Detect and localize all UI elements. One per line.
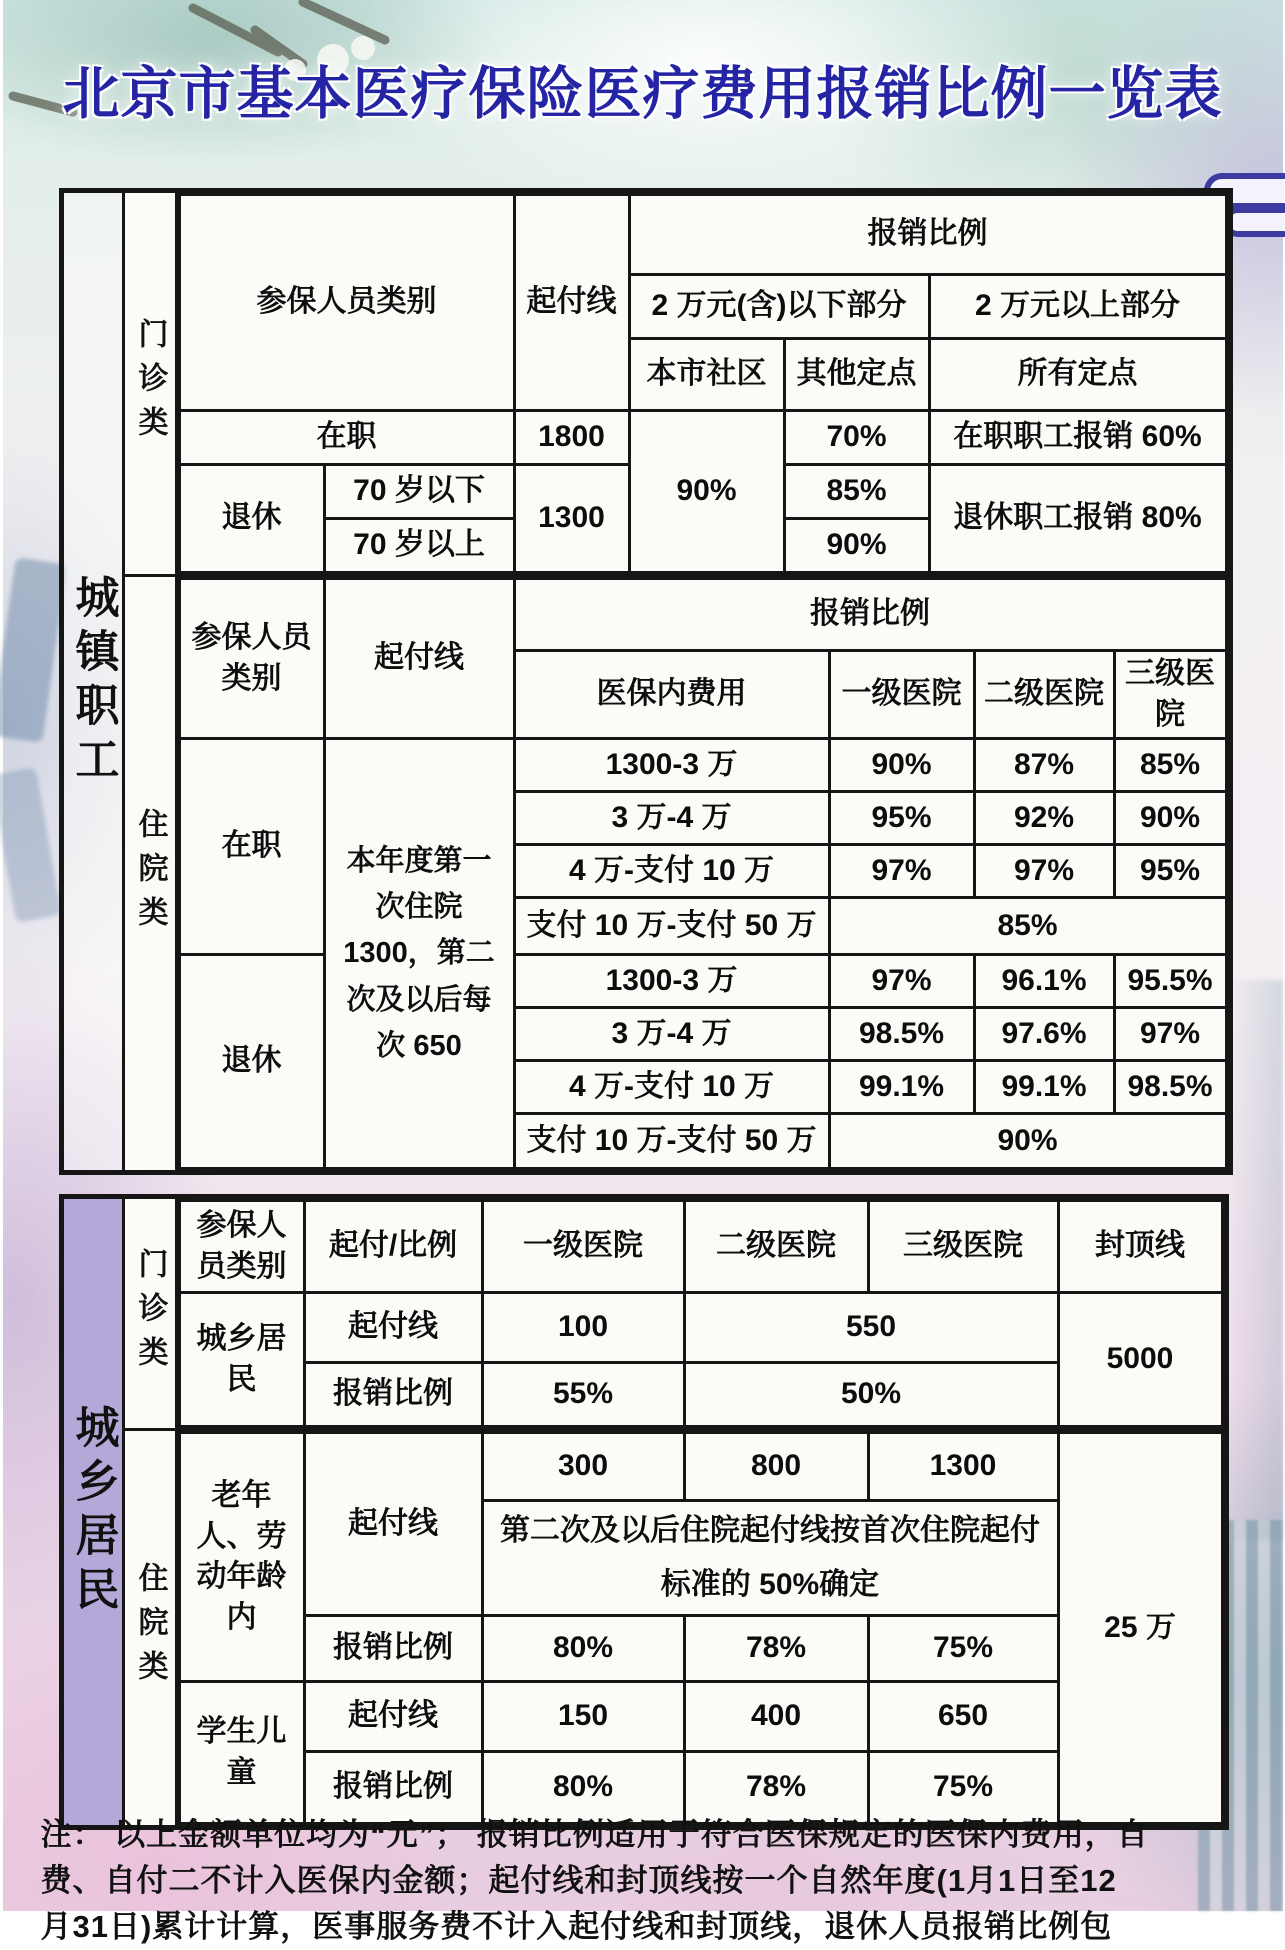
table-cell: 1800 bbox=[514, 411, 629, 465]
table-cell: 92% bbox=[974, 792, 1114, 845]
table-cell: 78% bbox=[684, 1616, 868, 1682]
table-cell: 50% bbox=[684, 1363, 1058, 1427]
table-cell: 300 bbox=[482, 1433, 684, 1501]
table-cell: 90% bbox=[829, 1114, 1226, 1169]
table-cell: 报销比例 bbox=[304, 1616, 482, 1682]
table-cell: 退休 bbox=[179, 465, 324, 573]
residents-group-label: 城乡居民 bbox=[64, 1199, 125, 1825]
table-cell: 98.5% bbox=[829, 1008, 974, 1061]
table-cell: 报销比例 bbox=[304, 1363, 482, 1427]
table-cell: 25 万 bbox=[1058, 1433, 1222, 1824]
residents-inpatient-grid bbox=[178, 1431, 1224, 1825]
table-cell: 起付线 bbox=[304, 1433, 482, 1616]
table-cell: 650 bbox=[868, 1682, 1058, 1752]
table-cell: 起付线 bbox=[304, 1293, 482, 1363]
header-other-designated: 其他定点 bbox=[784, 339, 929, 411]
header-deductible-ratio: 起付/比例 bbox=[304, 1201, 482, 1293]
table-cell: 支付 10 万-支付 50 万 bbox=[514, 1114, 829, 1169]
header-reimbursement-ratio: 报销比例 bbox=[629, 195, 1226, 275]
employees-outpatient-section bbox=[125, 193, 1228, 574]
poster-page bbox=[3, 0, 1283, 1911]
table-cell: 1300 bbox=[514, 465, 629, 573]
header-covered-fee: 医保内费用 bbox=[514, 651, 829, 739]
table-cell: 97% bbox=[829, 845, 974, 898]
header-deductible: 起付线 bbox=[324, 579, 514, 739]
table-cell: 55% bbox=[482, 1363, 684, 1427]
table-cell: 70 岁以下 bbox=[324, 465, 514, 519]
deductible-note-cell: 本年度第一次住院 1300，第二次及以后每次 650 bbox=[324, 739, 514, 1169]
table-cell: 97% bbox=[1114, 1008, 1226, 1061]
outpatient-section-label: 门诊类 bbox=[125, 1199, 178, 1428]
header-tier3-hospital: 三级医院 bbox=[1114, 651, 1226, 739]
table-cell: 学生儿童 bbox=[179, 1682, 304, 1824]
page-title: 北京市基本医疗保险医疗费用报销比例一览表 bbox=[3, 48, 1283, 130]
table-cell: 97% bbox=[829, 955, 974, 1008]
header-all-designated: 所有定点 bbox=[929, 339, 1226, 411]
header-tier1-hospital: 一级医院 bbox=[829, 651, 974, 739]
table-cell: 在职职工报销 60% bbox=[929, 411, 1226, 465]
table-cell: 1300-3 万 bbox=[514, 739, 829, 792]
watercolor-streaks bbox=[1233, 980, 1283, 1540]
table-cell: 75% bbox=[868, 1616, 1058, 1682]
header-category: 参保人员类别 bbox=[179, 579, 324, 739]
table-cell: 550 bbox=[684, 1293, 1058, 1363]
table-cell: 78% bbox=[684, 1752, 868, 1824]
table-cell: 400 bbox=[684, 1682, 868, 1752]
employees-inpatient-grid bbox=[178, 577, 1228, 1170]
table-cell: 报销比例 bbox=[304, 1752, 482, 1824]
table-cell: 90% bbox=[629, 411, 784, 573]
residents-outpatient-section bbox=[125, 1199, 1224, 1428]
table-cell: 退休职工报销 80% bbox=[929, 465, 1226, 573]
table-cell: 96.1% bbox=[974, 955, 1114, 1008]
residents-inpatient-section bbox=[125, 1428, 1224, 1825]
header-tier1-hospital: 一级医院 bbox=[482, 1201, 684, 1293]
table-cell: 1300 bbox=[868, 1433, 1058, 1501]
header-cap-line: 封顶线 bbox=[1058, 1201, 1222, 1293]
foliage-decoration bbox=[0, 767, 61, 923]
table-cell: 150 bbox=[482, 1682, 684, 1752]
table-cell: 城乡居民 bbox=[179, 1293, 304, 1427]
employees-outpatient-grid bbox=[178, 193, 1228, 574]
table-cell: 87% bbox=[974, 739, 1114, 792]
table-cell: 95.5% bbox=[1114, 955, 1226, 1008]
table-cell: 老年人、劳动年龄内 bbox=[179, 1433, 304, 1682]
table-cell: 1300-3 万 bbox=[514, 955, 829, 1008]
header-reimbursement-ratio: 报销比例 bbox=[514, 579, 1226, 651]
table-cell: 4 万-支付 10 万 bbox=[514, 1061, 829, 1114]
table-cell: 97% bbox=[974, 845, 1114, 898]
table-cell: 70% bbox=[784, 411, 929, 465]
inpatient-section-label: 住院类 bbox=[125, 577, 178, 1170]
header-over-20k: 2 万元以上部分 bbox=[929, 275, 1226, 339]
table-cell: 99.1% bbox=[829, 1061, 974, 1114]
table-cell: 800 bbox=[684, 1433, 868, 1501]
table-cell: 4 万-支付 10 万 bbox=[514, 845, 829, 898]
table-cell: 97.6% bbox=[974, 1008, 1114, 1061]
header-category: 参保人员类别 bbox=[179, 195, 514, 411]
footnote-line: 月31日)累计计算，医事服务费不计入起付线和封顶线，退休人员报销比例包 bbox=[41, 1904, 1256, 1950]
inpatient-section-label: 住院类 bbox=[125, 1431, 178, 1825]
table-cell: 85% bbox=[1114, 739, 1226, 792]
header-tier2-hospital: 二级医院 bbox=[974, 651, 1114, 739]
table-cell: 退休 bbox=[179, 955, 324, 1169]
employees-group-label: 城镇职工 bbox=[64, 193, 125, 1170]
table-cell: 85% bbox=[829, 898, 1226, 955]
table-cell: 5000 bbox=[1058, 1293, 1222, 1427]
header-deductible: 起付线 bbox=[514, 195, 629, 411]
table-cell: 85% bbox=[784, 465, 929, 519]
table-cell: 90% bbox=[784, 519, 929, 573]
table-cell: 支付 10 万-支付 50 万 bbox=[514, 898, 829, 955]
second-admission-note-cell: 第二次及以后住院起付线按首次住院起付标准的 50%确定 bbox=[482, 1501, 1058, 1616]
foliage-decoration bbox=[0, 557, 67, 742]
header-tier3-hospital: 三级医院 bbox=[868, 1201, 1058, 1293]
residents-outpatient-grid bbox=[178, 1199, 1224, 1428]
employees-inpatient-section bbox=[125, 574, 1228, 1170]
table-cell: 90% bbox=[1114, 792, 1226, 845]
table-cell: 3 万-4 万 bbox=[514, 792, 829, 845]
table-cell: 95% bbox=[1114, 845, 1226, 898]
header-under-20k: 2 万元(含)以下部分 bbox=[629, 275, 929, 339]
footnote bbox=[41, 1812, 1256, 1950]
table-cell: 在职 bbox=[179, 411, 514, 465]
table-cell: 99.1% bbox=[974, 1061, 1114, 1114]
header-community: 本市社区 bbox=[629, 339, 784, 411]
footnote-line: 费、自付二不计入医保内金额；起付线和封顶线按一个自然年度(1月1日至12 bbox=[41, 1858, 1256, 1904]
table-cell: 起付线 bbox=[304, 1682, 482, 1752]
outpatient-section-label: 门诊类 bbox=[125, 193, 178, 574]
employees-table bbox=[59, 188, 1233, 1175]
table-cell: 3 万-4 万 bbox=[514, 1008, 829, 1061]
header-category: 参保人员类别 bbox=[179, 1201, 304, 1293]
table-cell: 80% bbox=[482, 1616, 684, 1682]
footnote-line: 注： 以上金额单位均为“元”； 报销比例适用于符合医保规定的医保内费用，自 bbox=[41, 1812, 1256, 1858]
table-cell: 98.5% bbox=[1114, 1061, 1226, 1114]
table-cell: 95% bbox=[829, 792, 974, 845]
table-cell: 100 bbox=[482, 1293, 684, 1363]
table-cell: 在职 bbox=[179, 739, 324, 955]
table-cell: 75% bbox=[868, 1752, 1058, 1824]
table-cell: 70 岁以上 bbox=[324, 519, 514, 573]
table-cell: 80% bbox=[482, 1752, 684, 1824]
residents-table bbox=[59, 1194, 1229, 1830]
header-tier2-hospital: 二级医院 bbox=[684, 1201, 868, 1293]
table-cell: 90% bbox=[829, 739, 974, 792]
